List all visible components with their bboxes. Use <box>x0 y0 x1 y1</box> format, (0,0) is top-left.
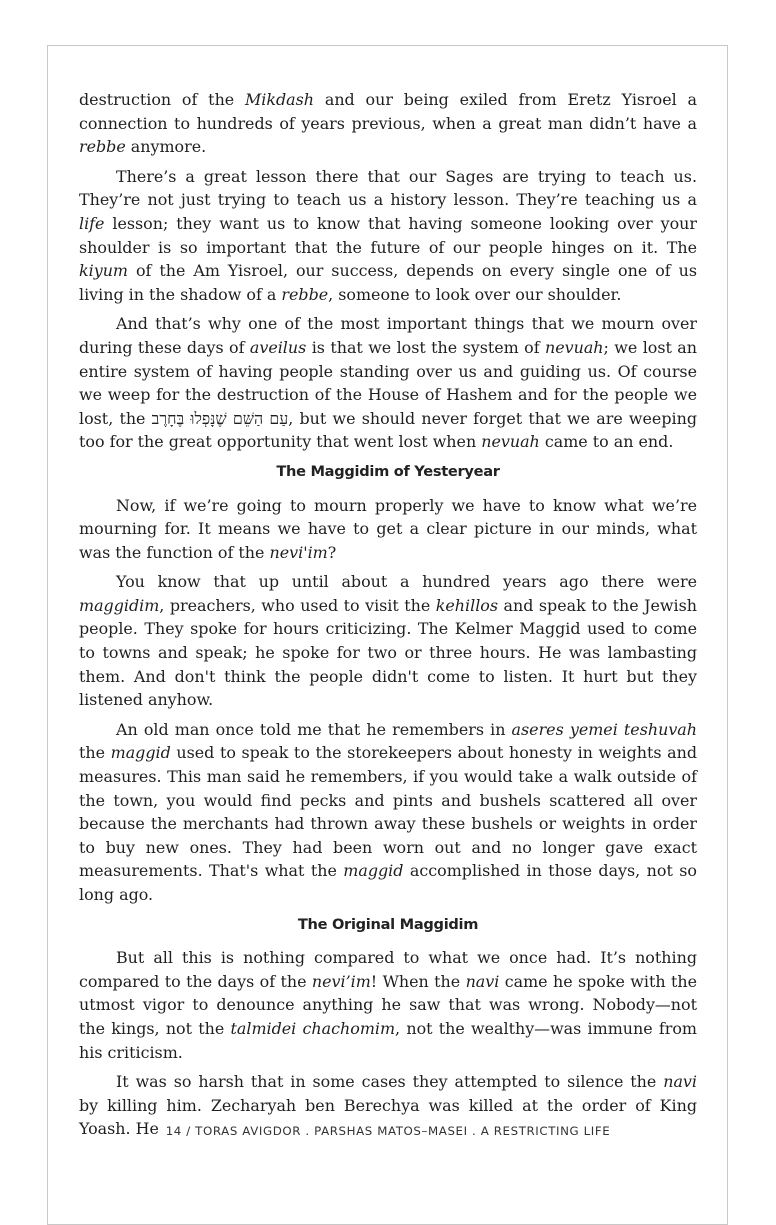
italic-term: Mikdash <box>245 90 315 109</box>
italic-term: nevuah <box>544 337 604 357</box>
hebrew-phrase: עַם הַשֵּׁם שֶׁנָּפְלוּ בֶּחָרֶב <box>151 408 289 428</box>
body-paragraph <box>79 88 697 159</box>
text-run: is that we lost the system of <box>306 337 545 357</box>
text-run: You know that up until about a hundred years ago there were <box>116 572 697 592</box>
italic-term: maggidim <box>79 595 160 615</box>
italic-term: rebbe <box>79 137 126 157</box>
italic-term: nevuah <box>481 432 540 452</box>
text-run: and our being exiled from Eretz Yisroel a connection to hundreds of years previous, when a great man didn’t have a <box>79 90 697 133</box>
text-run: by killing him. Zecharyah ben Berechya was killed at the order of King Yoash. He <box>79 1095 697 1139</box>
italic-term: navi <box>465 971 500 991</box>
italic-term: kiyum <box>79 261 128 281</box>
italic-term: maggid <box>343 861 404 881</box>
italic-term: maggid <box>110 743 171 763</box>
text-run: An old man once told me that he remembers in <box>116 719 512 739</box>
text-run: came to an end. <box>539 432 674 452</box>
italic-term: life <box>79 213 105 233</box>
italic-term: navi <box>663 1072 697 1092</box>
italic-term: rebbe <box>281 284 329 304</box>
text-run: accomplished in those days, not so long ago. <box>79 861 697 904</box>
text-run: destruction of the <box>79 90 246 109</box>
italic-term: aseres yemei teshuvah <box>511 719 697 739</box>
text-run: It was so harsh that in some cases they attempted to silence the <box>116 1072 664 1092</box>
italic-term: nevi’im <box>311 971 371 991</box>
body-paragraph <box>79 946 697 1064</box>
page-footer: 14 / TORAS AVIGDOR . PARSHAS MATOS–MASEI . A RESTRICTING LIFE <box>165 1124 611 1138</box>
italic-term: aveilus <box>249 337 307 357</box>
text-run: , not the wealthy—was immune from his criticism. <box>79 1018 697 1062</box>
body-paragraph <box>79 570 697 712</box>
text-run: and speak to the Jewish people. They spoke for hours criticizing. The Kelmer Maggid used to come to towns and speak; he spoke for two or three hours. He was lambasting them. And don't think the people didn't come to listen. It hurt but they listened anyhow. <box>79 595 697 710</box>
section-heading: The Maggidim of Yesteryear <box>276 462 500 480</box>
text-run: , preachers, who used to visit the <box>159 595 436 615</box>
text-run: came he spoke with the utmost vigor to denounce anything he saw that was wrong. Nobody—not the kings, not the <box>79 971 697 1038</box>
italic-term: nevi'im <box>269 542 328 562</box>
body-text <box>79 88 697 1147</box>
italic-term: talmidei chachomim <box>230 1018 396 1038</box>
text-run: , someone to look over our shoulder. <box>328 284 622 304</box>
text-run: Now, if we’re going to mourn properly we have to know what we’re mourning for. It means we have to get a clear picture in our minds, what was the function of the <box>79 495 697 562</box>
text-run: And that’s why one of the most important things that we mourn over during these days of <box>79 314 697 357</box>
text-run: ; we lost an entire system of having people standing over us and guiding us. Of course we weep for the destruction of the House of Hashem and for the people we lost, the <box>79 337 697 428</box>
text-run: the <box>79 743 111 763</box>
text-run: used to speak to the storekeepers about honesty in weights and measures. This man said he remembers, if you would take a walk outside of the town, you would find pecks and pints and bushels scattered all over because the merchants had thrown away these bushels or weights in order to buy new ones. They had been worn out and no longer gave exact measurements. That's what the <box>79 743 697 881</box>
body-paragraph <box>79 718 697 907</box>
italic-term: kehillos <box>435 595 499 615</box>
text-run: But all this is nothing compared to what we once had. It’s nothing compared to the days of the <box>79 948 697 991</box>
text-run: There’s a great lesson there that our Sages are trying to teach us. They’re not just trying to teach us a history lesson. They’re teaching us a <box>79 166 697 210</box>
text-run: ! When the <box>370 971 466 991</box>
text-run: ? <box>327 542 337 562</box>
text-run: , but we should never forget that we are weeping too for the great opportunity that went lost when <box>79 408 697 452</box>
body-paragraph <box>79 165 697 307</box>
text-run: anymore. <box>125 137 207 157</box>
text-run: lesson; they want us to know that having someone looking over your shoulder is so important that the future of our people hinges on it. The <box>79 213 697 257</box>
text-run: of the Am Yisroel, our success, depends on every single one of us living in the shadow of a <box>79 261 697 304</box>
section-heading: The Original Maggidim <box>297 915 479 933</box>
body-paragraph <box>79 494 697 565</box>
body-paragraph <box>79 312 697 454</box>
